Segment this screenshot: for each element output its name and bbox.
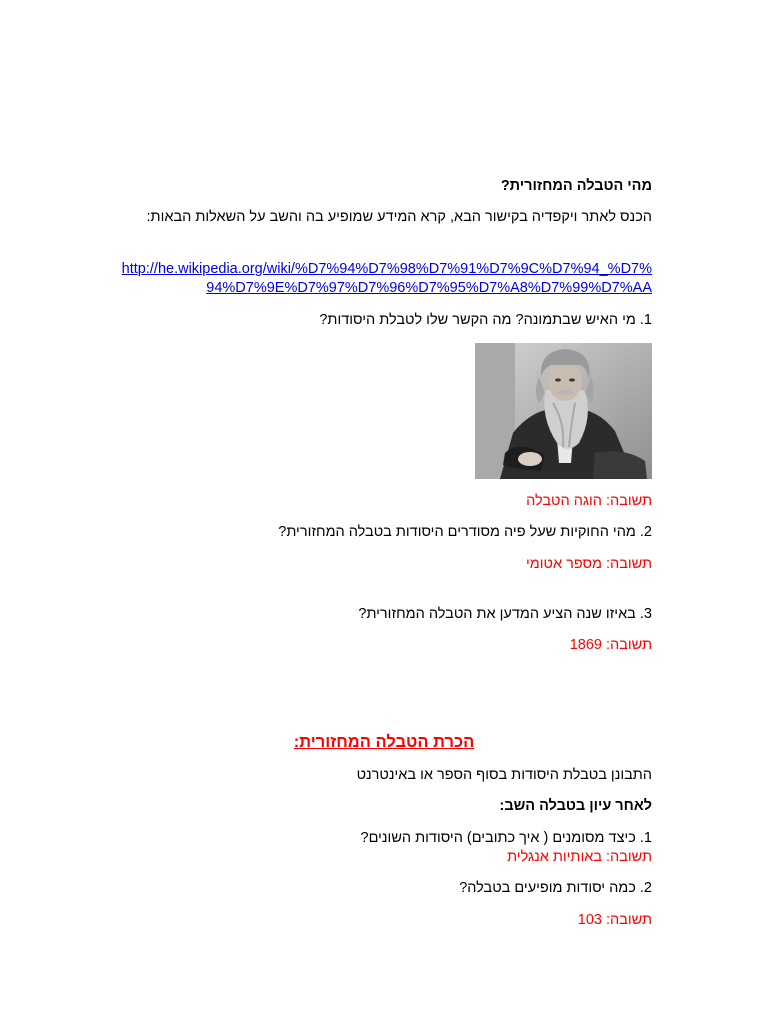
section2-subtitle: לאחר עיון בטבלה השב: <box>499 798 652 814</box>
question-3: 3. באיזו שנה הציע המדען את הטבלה המחזורית? <box>358 606 652 622</box>
section2-answer-2: תשובה: 103 <box>577 912 652 928</box>
answer-3: תשובה: 1869 <box>569 637 652 653</box>
section2-question-2: 2. כמה יסודות מופיעים בטבלה? <box>459 880 652 896</box>
section-heading: הכרת הטבלה המחזורית: <box>293 733 475 751</box>
intro-paragraph: הכנס לאתר ויקפדיה בקישור הבא, קרא המידע שמופיע בה והשב על השאלות הבאות: <box>146 209 652 225</box>
section2-answer-1: תשובה: באותיות אנגלית <box>507 849 652 865</box>
question-2: 2. מהי החוקיות שעל פיה מסודרים היסודות בטבלה המחזורית? <box>278 524 652 540</box>
mendeleev-photo <box>475 343 652 479</box>
answer-1: תשובה: הוגה הטבלה <box>526 493 652 509</box>
answer-2: תשובה: מספר אטומי <box>525 556 652 572</box>
portrait-image <box>475 343 652 479</box>
section2-intro: התבונן בטבלת היסודות בסוף הספר או באינטרנט <box>356 767 652 783</box>
question-1: 1. מי האיש שבתמונה? מה הקשר שלו לטבלת היסודות? <box>319 312 652 328</box>
section2-question-1: 1. כיצד מסומנים ( איך כתובים) היסודות השונים? <box>360 830 652 846</box>
document-page <box>116 0 652 1024</box>
section-title: מהי הטבלה המחזורית? <box>500 178 652 194</box>
wikipedia-link[interactable]: http://he.wikipedia.org/wiki/%D7%94%D7%98%D7%91%D7%9C%D7%94_%D7%94%D7%9E%D7%97%D7%96%D7%95%D7%A8%D7%99%D7%AA <box>121 261 652 296</box>
